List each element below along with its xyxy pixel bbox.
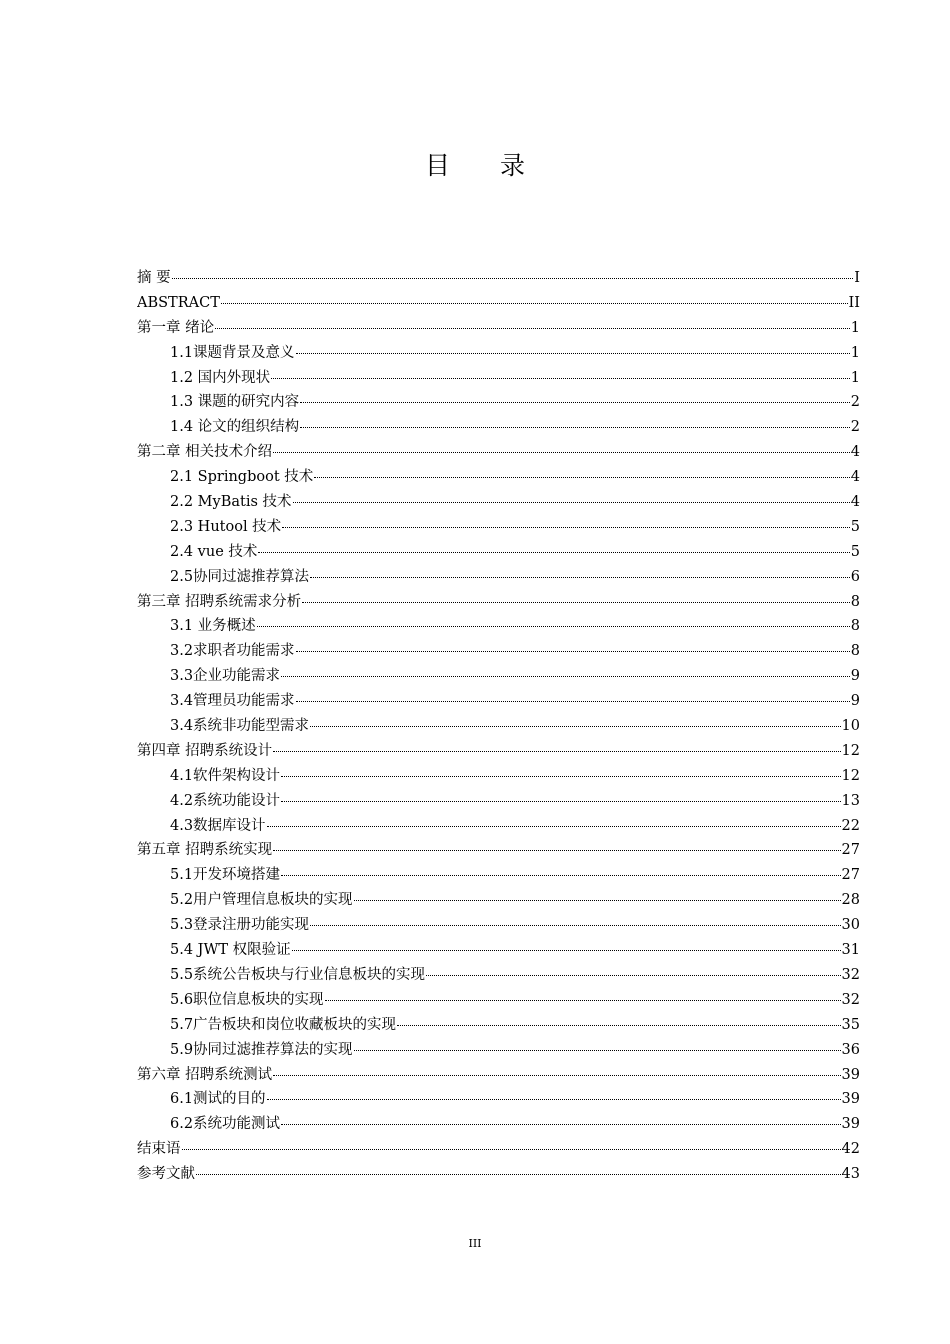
- toc-entry-label: 5.5系统公告板块与行业信息板块的实现: [170, 966, 426, 983]
- toc-entry-page: 39: [841, 1091, 860, 1108]
- toc-entry-label: 5.3登录注册功能实现: [170, 917, 310, 934]
- toc-entry[interactable]: [137, 664, 860, 689]
- toc-entry-label: 5.2用户管理信息板块的实现: [170, 892, 353, 909]
- toc-entry-label: 参考文献: [137, 1166, 195, 1183]
- toc-entry-page: II: [848, 294, 860, 311]
- toc-entry-page: 28: [841, 892, 860, 909]
- toc-entry-page: 35: [841, 1016, 860, 1033]
- toc-entry[interactable]: [137, 938, 860, 963]
- toc-entry-page: 36: [841, 1041, 860, 1058]
- toc-entry-label: 第一章 绪论: [137, 319, 215, 336]
- toc-entry-label: 6.2系统功能测试: [170, 1116, 281, 1133]
- toc-entry[interactable]: [137, 689, 860, 714]
- toc-entry[interactable]: [137, 789, 860, 814]
- toc-leader-dots: [354, 1050, 841, 1051]
- toc-entry-page: 22: [841, 817, 860, 834]
- table-of-contents: [137, 266, 860, 1187]
- toc-entry[interactable]: [137, 963, 860, 988]
- toc-leader-dots: [325, 1000, 841, 1001]
- toc-entry[interactable]: [137, 1063, 860, 1088]
- toc-leader-dots: [196, 1174, 841, 1175]
- toc-leader-dots: [314, 477, 850, 478]
- toc-entry-page: 39: [841, 1116, 860, 1133]
- toc-entry-page: 32: [841, 966, 860, 983]
- toc-entry-page: 4: [850, 494, 860, 511]
- toc-entry[interactable]: [137, 515, 860, 540]
- toc-entry-label: 2.4 vue 技术: [170, 543, 258, 560]
- toc-entry-label: 3.4管理员功能需求: [170, 693, 295, 710]
- toc-entry[interactable]: [137, 291, 860, 316]
- toc-entry[interactable]: [137, 465, 860, 490]
- toc-leader-dots: [273, 850, 840, 851]
- toc-leader-dots: [281, 875, 840, 876]
- toc-entry[interactable]: [137, 614, 860, 639]
- toc-leader-dots: [273, 751, 840, 752]
- toc-entry[interactable]: [137, 341, 860, 366]
- toc-entry-label: 5.4 JWT 权限验证: [170, 942, 291, 959]
- toc-entry-label: 5.1开发环境搭建: [170, 867, 281, 884]
- toc-entry-page: 9: [850, 693, 860, 710]
- toc-entry[interactable]: [137, 590, 860, 615]
- toc-entry[interactable]: [137, 1112, 860, 1137]
- toc-entry[interactable]: [137, 639, 860, 664]
- toc-entry-page: 1: [850, 319, 860, 336]
- toc-leader-dots: [267, 826, 841, 827]
- toc-entry-page: 12: [841, 742, 860, 759]
- toc-entry[interactable]: [137, 988, 860, 1013]
- toc-entry-label: 4.2系统功能设计: [170, 792, 281, 809]
- toc-leader-dots: [182, 1149, 841, 1150]
- toc-entry[interactable]: [137, 1038, 860, 1063]
- toc-entry-page: 43: [841, 1166, 860, 1183]
- toc-entry[interactable]: [137, 913, 860, 938]
- toc-entry-label: 1.1课题背景及意义: [170, 344, 295, 361]
- toc-entry-page: 9: [850, 668, 860, 685]
- toc-entry[interactable]: [137, 565, 860, 590]
- toc-entry-page: 27: [841, 867, 860, 884]
- toc-leader-dots: [257, 626, 850, 627]
- toc-entry-label: 5.7广告板块和岗位收藏板块的实现: [170, 1016, 397, 1033]
- toc-leader-dots: [426, 975, 840, 976]
- toc-entry-label: 6.1测试的目的: [170, 1091, 266, 1108]
- toc-entry-page: 8: [850, 618, 860, 635]
- toc-leader-dots: [310, 726, 840, 727]
- toc-leader-dots: [271, 378, 850, 379]
- toc-leader-dots: [273, 1075, 840, 1076]
- toc-entry[interactable]: [137, 814, 860, 839]
- toc-leader-dots: [300, 427, 850, 428]
- toc-entry[interactable]: [137, 266, 860, 291]
- toc-entry-label: 结束语: [137, 1141, 181, 1158]
- toc-entry[interactable]: [137, 540, 860, 565]
- toc-entry-label: 2.5协同过滤推荐算法: [170, 568, 310, 585]
- toc-entry-page: 10: [841, 718, 860, 735]
- toc-leader-dots: [267, 1099, 841, 1100]
- toc-leader-dots: [302, 602, 850, 603]
- toc-entry-label: 3.1 业务概述: [170, 618, 256, 635]
- toc-entry[interactable]: [137, 764, 860, 789]
- toc-entry-label: 2.1 Springboot 技术: [170, 469, 314, 486]
- toc-entry-page: 27: [841, 842, 860, 859]
- toc-entry-label: 第五章 招聘系统实现: [137, 842, 273, 859]
- toc-entry-label: ABSTRACT: [137, 294, 220, 311]
- toc-entry-page: 32: [841, 991, 860, 1008]
- toc-entry[interactable]: [137, 440, 860, 465]
- toc-entry-page: 12: [841, 767, 860, 784]
- toc-leader-dots: [221, 303, 848, 304]
- toc-entry-page: 8: [850, 593, 860, 610]
- toc-leader-dots: [215, 328, 850, 329]
- toc-entry-page: 6: [850, 568, 860, 585]
- toc-entry-label: 3.3企业功能需求: [170, 668, 281, 685]
- toc-entry-page: 30: [841, 917, 860, 934]
- toc-entry[interactable]: [137, 415, 860, 440]
- toc-entry[interactable]: [137, 739, 860, 764]
- toc-entry[interactable]: [137, 1162, 860, 1187]
- toc-entry-label: 3.2求职者功能需求: [170, 643, 295, 660]
- toc-entry-page: 39: [841, 1066, 860, 1083]
- toc-entry-label: 第六章 招聘系统测试: [137, 1066, 273, 1083]
- toc-entry-label: 2.2 MyBatis 技术: [170, 494, 292, 511]
- toc-leader-dots: [281, 1124, 840, 1125]
- toc-leader-dots: [296, 701, 850, 702]
- toc-entry[interactable]: [137, 863, 860, 888]
- toc-leader-dots: [293, 502, 850, 503]
- toc-leader-dots: [310, 925, 840, 926]
- toc-entry-label: 1.4 论文的组织结构: [170, 419, 300, 436]
- toc-leader-dots: [292, 950, 841, 951]
- toc-entry-page: 5: [850, 543, 860, 560]
- toc-leader-dots: [296, 353, 850, 354]
- toc-leader-dots: [281, 801, 840, 802]
- toc-entry[interactable]: [137, 390, 860, 415]
- toc-entry[interactable]: [137, 1087, 860, 1112]
- toc-entry-label: 1.2 国内外现状: [170, 369, 271, 386]
- toc-entry-label: 5.9协同过滤推荐算法的实现: [170, 1041, 353, 1058]
- toc-entry-page: 2: [850, 394, 860, 411]
- toc-leader-dots: [281, 776, 840, 777]
- toc-entry-label: 1.3 课题的研究内容: [170, 394, 300, 411]
- toc-entry-label: 摘 要: [137, 270, 171, 286]
- toc-leader-dots: [172, 278, 854, 279]
- toc-leader-dots: [310, 577, 850, 578]
- toc-leader-dots: [281, 676, 850, 677]
- toc-entry-page: I: [854, 270, 860, 286]
- toc-entry-label: 4.3数据库设计: [170, 817, 266, 834]
- toc-entry-page: 4: [850, 469, 860, 486]
- toc-entry[interactable]: [137, 316, 860, 341]
- toc-entry-page: 8: [850, 643, 860, 660]
- toc-leader-dots: [282, 527, 850, 528]
- toc-entry-page: 5: [850, 518, 860, 535]
- toc-entry-label: 5.6职位信息板块的实现: [170, 991, 324, 1008]
- toc-entry[interactable]: [137, 1137, 860, 1162]
- toc-entry-page: 13: [841, 792, 860, 809]
- toc-entry[interactable]: [137, 490, 860, 515]
- toc-entry[interactable]: [137, 366, 860, 391]
- page-number: III: [468, 1237, 482, 1250]
- page-title: 目 录: [424, 151, 525, 180]
- toc-entry-label: 第四章 招聘系统设计: [137, 742, 273, 759]
- toc-leader-dots: [296, 651, 850, 652]
- toc-entry[interactable]: [137, 1013, 860, 1038]
- toc-entry-page: 31: [841, 942, 860, 959]
- toc-entry-page: 1: [850, 369, 860, 386]
- toc-entry-page: 2: [850, 419, 860, 436]
- toc-leader-dots: [258, 552, 849, 553]
- toc-entry-page: 1: [850, 344, 860, 361]
- toc-entry[interactable]: [137, 714, 860, 739]
- toc-leader-dots: [354, 900, 841, 901]
- toc-entry-label: 第二章 相关技术介绍: [137, 444, 273, 461]
- toc-entry-label: 3.4系统非功能型需求: [170, 718, 310, 735]
- toc-entry-label: 4.1软件架构设计: [170, 767, 281, 784]
- toc-entry-label: 第三章 招聘系统需求分析: [137, 593, 302, 610]
- toc-entry[interactable]: [137, 838, 860, 863]
- toc-leader-dots: [273, 452, 850, 453]
- toc-leader-dots: [397, 1025, 840, 1026]
- toc-entry-label: 2.3 Hutool 技术: [170, 518, 282, 535]
- toc-leader-dots: [300, 402, 850, 403]
- toc-entry-page: 4: [850, 444, 860, 461]
- toc-entry[interactable]: [137, 888, 860, 913]
- toc-entry-page: 42: [841, 1141, 860, 1158]
